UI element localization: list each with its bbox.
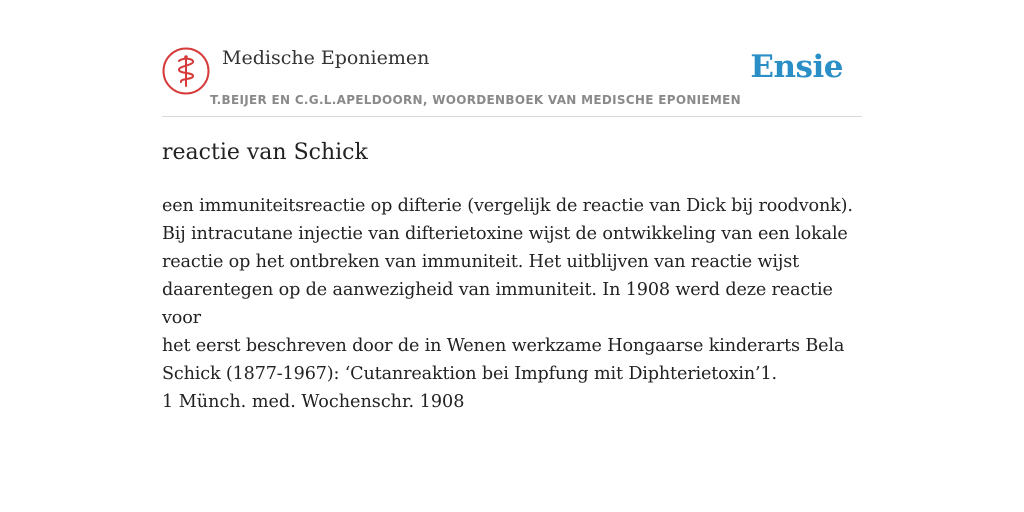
- footnote: 1 Münch. med. Wochenschr. 1908: [162, 392, 465, 412]
- caduceus-icon[interactable]: [162, 47, 210, 95]
- definition-line: Bij intracutane injectie van difterietoxine wijst de ontwikkeling van een lokale: [162, 224, 848, 244]
- source-header: [162, 44, 862, 117]
- definition-line: een immuniteitsreactie op difterie (vergelijk de reactie van Dick bij roodvonk).: [162, 196, 853, 216]
- entry-definition: [162, 192, 862, 388]
- definition-line: Schick (1877-1967): ‘Cutanreaktion bei Impfung mit Diphterietoxin’1.: [162, 364, 777, 384]
- entry-headword: reactie van Schick: [162, 140, 368, 165]
- ensie-logo[interactable]: Ensie: [750, 49, 843, 85]
- definition-line: het eerst beschreven door de in Wenen werkzame Hongaarse kinderarts Bela: [162, 336, 845, 356]
- source-authors: T.BEIJER EN C.G.L.APELDOORN, WOORDENBOEK VAN MEDISCHE EPONIEMEN: [210, 93, 742, 107]
- definition-line: daarentegen op de aanwezigheid van immuniteit. In 1908 werd deze reactie voor: [162, 280, 833, 328]
- source-title[interactable]: Medische Eponiemen: [222, 47, 430, 69]
- definition-line: reactie op het ontbreken van immuniteit. Het uitblijven van reactie wijst: [162, 252, 799, 272]
